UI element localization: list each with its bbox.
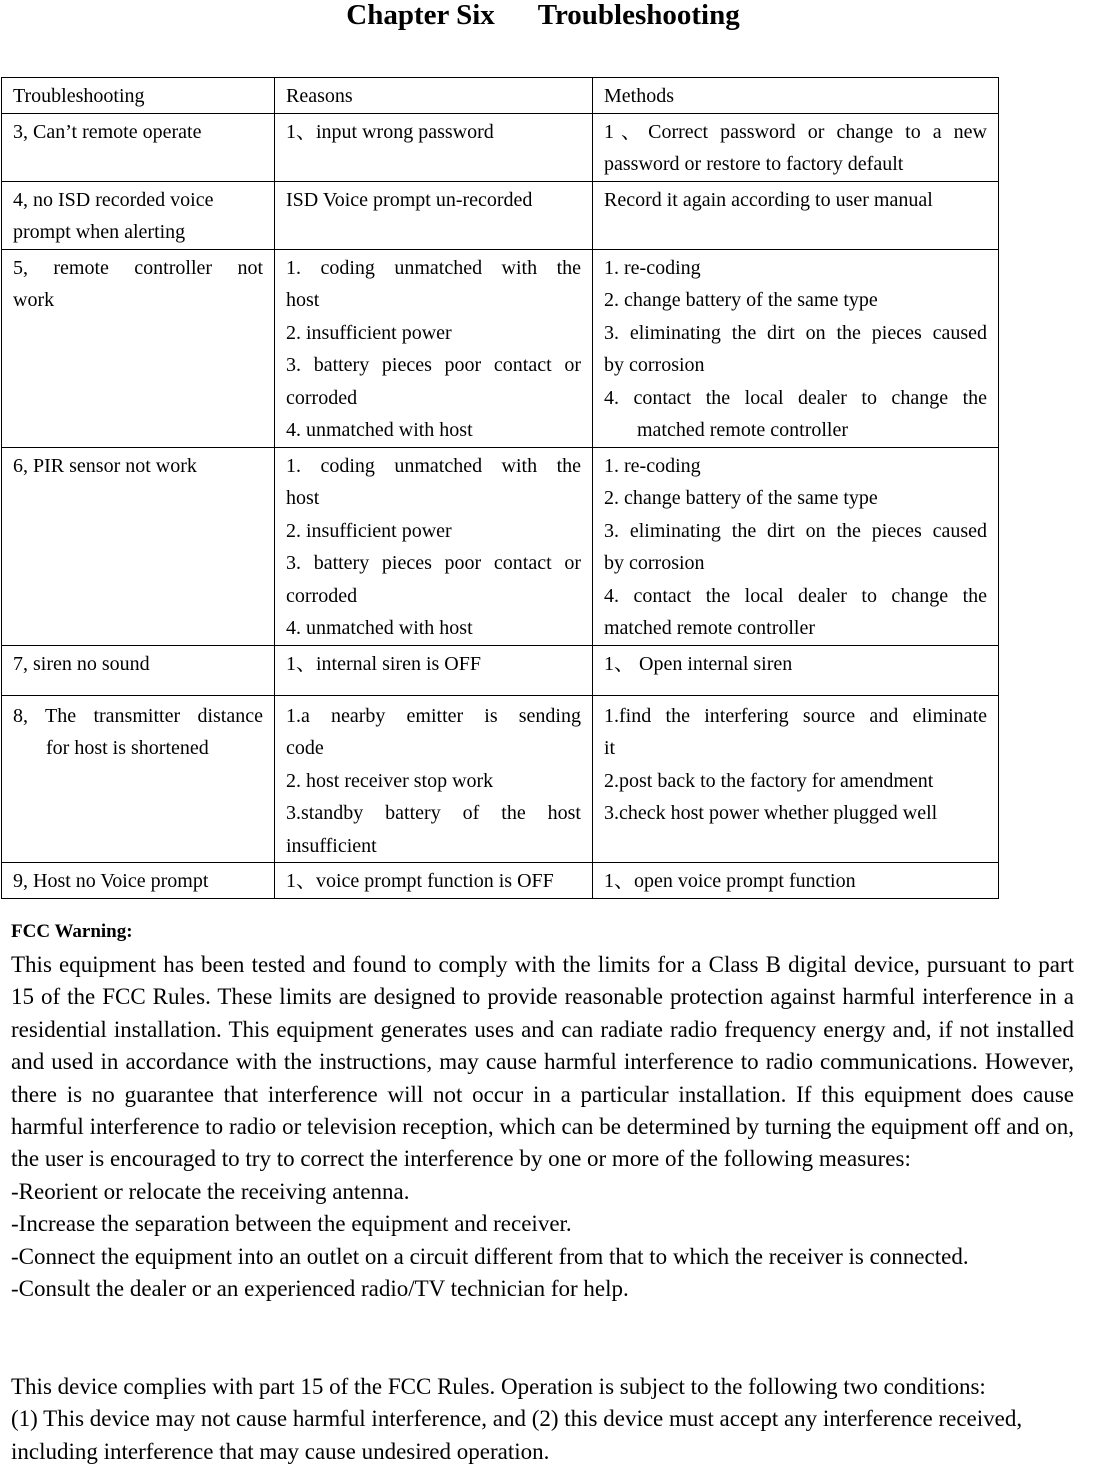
cell-line: 4, no ISD recorded voice [13, 188, 214, 211]
cell-line: 1、Correct password or change to a new [604, 120, 987, 143]
cell-line: by corrosion [604, 354, 705, 376]
cell-line: 9, Host no Voice prompt [13, 870, 209, 892]
problem-cell [2, 863, 275, 899]
cell-line: 1. re-coding [604, 256, 701, 279]
reasons-cell [275, 695, 593, 863]
cell-line: password or restore to factory default [604, 153, 904, 175]
troubleshooting-table [1, 77, 999, 899]
reasons-cell [275, 249, 593, 447]
fcc-paragraph: This equipment has been tested and found to comply with the limits for a Class B digital device, pursuant to part 15 of the FCC Rules. These limits are designed to provide reasonable protection against harmful interference in a residential installation. This equipment generates uses and can radiate radio frequency energy and, if not installed and used in accordance with the instructions, may cause harmful interference to radio communications. However, there is no guarantee that interference will not occur in a particular installation. If this equipment does cause harmful interference to radio or television reception, which can be determined by turning the equipment off and on, the user is encouraged to try to correct the interference by one or more of the following measures: [11, 952, 1074, 1172]
problem-cell [2, 645, 275, 695]
cell-line: Record it again according to user manual [604, 188, 933, 211]
cell-line: 2. insufficient power [286, 519, 452, 542]
reasons-cell [275, 181, 593, 249]
cell-line: 2. host receiver stop work [286, 769, 494, 792]
cell-line: it [604, 737, 616, 759]
cell-line: 3. battery pieces poor contact or [286, 552, 581, 574]
methods-cell [593, 863, 999, 899]
reasons-cell [275, 645, 593, 695]
cell-line: 8, The transmitter distance [13, 704, 263, 727]
cell-line: 3.check host power whether plugged well [604, 802, 938, 824]
table-row [2, 447, 999, 645]
cell-line: for host is shortened [46, 737, 209, 759]
cell-line: 2. change battery of the same type [604, 487, 878, 509]
methods-cell [593, 181, 999, 249]
cell-line: 4. unmatched with host [286, 419, 473, 441]
cell-line: 4. contact the local dealer to change the [604, 386, 987, 409]
cell-line: 5, remote controller not [13, 256, 263, 279]
cell-line: 1.a nearby emitter is sending [286, 704, 581, 727]
methods-cell [593, 113, 999, 181]
fcc-compliance-statement [11, 1371, 1109, 1468]
cell-line: 1、open voice prompt function [604, 870, 856, 892]
reasons-cell [275, 113, 593, 181]
measure-item: -Reorient or relocate the receiving antenna. [11, 1178, 410, 1204]
problem-cell [2, 181, 275, 249]
cell-line: 3.standby battery of the host [286, 802, 581, 824]
page-title: Chapter Six Troubleshooting [346, 0, 740, 31]
cell-line: 7, siren no sound [13, 652, 150, 675]
cell-line: 2. change battery of the same type [604, 289, 878, 311]
reasons-cell [275, 447, 593, 645]
cell-line: insufficient [286, 834, 377, 857]
methods-cell [593, 249, 999, 447]
problem-cell [2, 113, 275, 181]
cell-line: matched remote controller [637, 419, 849, 441]
column-header: Troubleshooting [2, 78, 275, 114]
cell-line: 2.post back to the factory for amendment [604, 769, 934, 792]
cell-line: matched remote controller [604, 617, 816, 639]
cell-line: work [13, 289, 55, 311]
cell-line: 4. contact the local dealer to change the [604, 584, 987, 607]
methods-cell [593, 695, 999, 863]
cell-line: corroded [286, 584, 358, 607]
cell-line: 1、 Open internal siren [604, 652, 793, 675]
table-header-row [2, 78, 999, 114]
table-row [2, 249, 999, 447]
fcc-warning-body [11, 949, 1074, 1305]
cell-line: 3. eliminating the dirt on the pieces caused [604, 519, 987, 542]
cell-line: 1、voice prompt function is OFF [286, 870, 554, 892]
methods-cell [593, 447, 999, 645]
cell-line: 6, PIR sensor not work [13, 454, 197, 477]
cell-line: 1. coding unmatched with the [286, 454, 581, 477]
cell-line: 3, Can’t remote operate [13, 120, 202, 143]
cell-line: by corrosion [604, 552, 705, 574]
table-row [2, 863, 999, 899]
compliance-line: This device complies with part 15 of the FCC Rules. Operation is subject to the following two conditions: [11, 1374, 986, 1399]
column-header: Methods [593, 78, 999, 114]
cell-line: 1.find the interfering source and eliminate [604, 704, 987, 727]
table-row [2, 181, 999, 249]
cell-line: 3. battery pieces poor contact or [286, 354, 581, 376]
cell-line: ISD Voice prompt un-recorded [286, 188, 533, 211]
measure-item: -Connect the equipment into an outlet on a circuit different from that to which the receiver is connected. [11, 1243, 969, 1269]
cell-line: 2. insufficient power [286, 321, 452, 344]
column-header: Reasons [275, 78, 593, 114]
cell-line: code [286, 737, 324, 759]
cell-line: host [286, 289, 320, 311]
measure-item: -Increase the separation between the equipment and receiver. [11, 1211, 572, 1237]
table-row [2, 645, 999, 695]
compliance-line: (1) This device may not cause harmful interference, and (2) this device must accept any interference received, [11, 1406, 1023, 1432]
cell-line: 1. coding unmatched with the [286, 256, 581, 279]
fcc-warning-heading: FCC Warning: [11, 921, 133, 942]
cell-line: 4. unmatched with host [286, 617, 473, 639]
cell-line: host [286, 487, 320, 509]
cell-line: 1. re-coding [604, 454, 701, 477]
problem-cell [2, 695, 275, 863]
compliance-line: including interference that may cause undesired operation. [11, 1438, 550, 1464]
cell-line: 1、input wrong password [286, 120, 494, 143]
measure-item: -Consult the dealer or an experienced radio/TV technician for help. [11, 1276, 629, 1302]
cell-line: 3. eliminating the dirt on the pieces caused [604, 321, 987, 344]
cell-line: 1、internal siren is OFF [286, 652, 481, 675]
problem-cell [2, 249, 275, 447]
cell-line: corroded [286, 386, 358, 409]
table-row [2, 113, 999, 181]
table-row [2, 695, 999, 863]
methods-cell [593, 645, 999, 695]
problem-cell [2, 447, 275, 645]
cell-line: prompt when alerting [13, 221, 186, 243]
reasons-cell [275, 863, 593, 899]
